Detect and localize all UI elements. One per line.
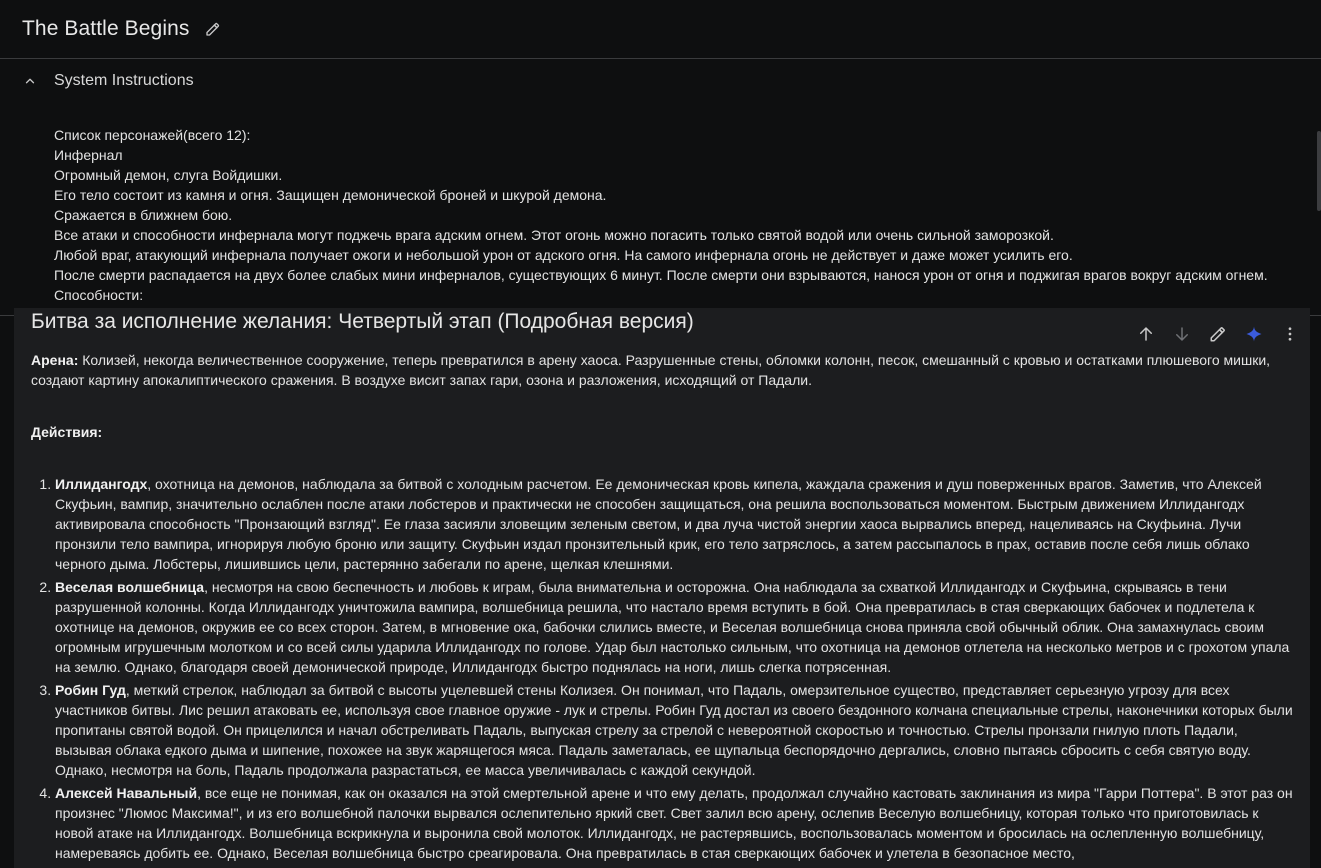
instruction-line: Список персонажей(всего 12): [54,127,251,143]
rerun-button[interactable] [1242,322,1266,346]
instruction-line: Инфернал [54,147,123,163]
arrow-down-icon [1173,325,1191,343]
instruction-line: Любой враг, атакующий инфернала получает ожоги и небольшой урон от адского огня. На самого инфернала огонь не действует и даже может усилить его. [54,247,1073,263]
action-text: , охотница на демонов, наблюдала за битвой с холодным расчетом. Ее демоническая кровь кипела, жаждала сражения и душ поверженных врагов. Заметив, что Алексей Скуфьин, вампир, значительно ослаблен после атаки лобстеров и практически не способен защищаться, она решила воспользоваться моментом. Быстрым движением Иллидангодх активировала способность "Пронзающий взгляд". Ее глаза засияли зловещим зеленым светом, и два луча чистой энергии хаоса вырвались вперед, нацеливаясь на Скуфьина. Лучи пронзили тело вампира, игнорируя любую броню или защиту. Скуфьин издал пронзительный крик, его тело затряслось, а затем рассыпалось в прах, оставив после себя лишь облако черного дыма. Лобстеры, лишившись цели, растерянно забегали по арене, щелкая клешнями. [55,476,1262,572]
instruction-line: Его тело состоит из камня и огня. Защищен демонической броней и шкурой демона. [54,187,607,203]
more-vert-icon [1281,325,1299,343]
actions-heading: Действия: [31,424,103,440]
prompt-title: The Battle Begins [22,17,190,40]
response-content [31,350,1296,866]
list-item [55,783,1296,863]
arrow-up-icon [1137,325,1155,343]
character-name: Веселая волшебница [55,579,205,595]
system-instructions-panel [0,59,1321,316]
character-name: Алексей Навальный [55,785,198,801]
scrollbar[interactable] [1317,131,1321,211]
response-heading: Битва за исполнение желания: Четвертый этап (Подробная версия) [31,310,694,333]
instruction-line: Огромный демон, слуга Войдишки. [54,167,283,183]
move-up-button[interactable] [1134,322,1158,346]
actions-list [31,474,1296,863]
top-bar [0,0,1321,59]
move-down-button[interactable] [1170,322,1194,346]
edit-icon [1209,325,1227,343]
system-instructions-toggle[interactable] [0,59,1321,103]
instruction-line: Все атаки и способности инфернала могут поджечь врага адским огнем. Этот огонь можно погасить только святой водой или очень сильной заморозкой. [54,227,1054,243]
edit-title-button[interactable] [203,19,223,39]
chevron-up-icon [22,73,38,89]
action-text: , все еще не понимая, как он оказался на этой смертельной арене и что ему делать, продолжал случайно кастовать заклинания из мира "Гарри Поттера". В этот раз он произнес "Люмос Максима!", и из его волшебной палочки вырвался ослепительно яркий свет. Свет залил всю арену, ослепив Веселую волшебницу, которая только что приготовилась к новой атаке на Иллидангодх. Волшебница вскрикнула и выронила свой молоток. Иллидангодх, не растерявшись, воспользовалась моментом и бросилась на ослепленную волшебницу, намереваясь добить ее. Однако, Веселая волшебница быстро среагировала. Она превратилась в стая сверкающих бабочек и улетела в безопасное место, [55,785,1293,861]
more-options-button[interactable] [1278,322,1302,346]
list-item [55,577,1296,677]
list-item [55,474,1296,574]
system-instructions-text[interactable] [54,125,1304,305]
sparkle-icon [1245,325,1263,343]
system-instructions-label: System Instructions [54,72,194,89]
character-name: Иллидангодх [55,476,148,492]
instruction-line: Сражается в ближнем бою. [54,207,233,223]
instruction-line: После смерти распадается на двух более слабых мини инферналов, существующих 6 минут. После смерти они взрываются, нанося урон от огня и поджигая врагов вокруг адским огнем. [54,267,1268,283]
instruction-line: Способности: [54,287,144,303]
edit-pencil-icon [205,21,221,37]
list-item [55,680,1296,780]
model-response-panel [14,308,1310,868]
action-text: , меткий стрелок, наблюдал за битвой с высоты уцелевшей стены Колизея. Он понимал, что Падаль, омерзительное существо, представляет серьезную угрозу для всех участников битвы. Лис решил атаковать ее, используя свое главное оружие - лук и стрелы. Робин Гуд достал из своего бездонного колчана специальные стрелы, наконечники которых были пропитаны святой водой. Он прицелился и начал обстреливать Падаль, выпуская стрелу за стрелой с невероятной скоростью и точностью. Стрелы пронзали гнилую плоть Падали, вызывая облака едкого дыма и шипение, похожее на звук жарящегося мяса. Падаль заметалась, ее щупальца беспорядочно дергались, словно пытаясь сбросить с себя святую воду. Однако, несмотря на боль, Падаль продолжала разрастаться, ее масса увеличивалась с каждой секундой. [55,682,1293,778]
character-name: Робин Гуд [55,682,126,698]
action-text: , несмотря на свою беспечность и любовь к играм, была внимательна и осторожна. Она наблюдала за схваткой Иллидангодх и Скуфьина, скрываясь в тени разрушенной колонны. Когда Иллидангодх уничтожила вампира, волшебница решила, что настало время вступить в бой. Она превратилась в стая сверкающих бабочек и подлетела к охотнице на демонов, окружив ее со всех сторон. Затем, в мгновение ока, бабочки слились вместе, и Веселая волшебница снова приняла свой обычный облик. Она замахнулась своим огромным игрушечным молотком и со всей силы ударила Иллидангодх по голове. Удар был настолько сильным, что охотница на демонов отлетела на несколько метров и с грохотом упала на землю. Однако, благодаря своей демонической природе, Иллидангодх быстро поднялась на ноги, лишь слегка потрясенная. [55,579,1290,675]
edit-response-button[interactable] [1206,322,1230,346]
response-toolbar [1134,322,1302,346]
arena-text: Колизей, некогда величественное сооружение, теперь превратился в арену хаоса. Разрушенные стены, обломки колонн, песок, смешанный с кровью и остатками плюшевого мишки, создают картину апокалиптического сражения. В воздухе висит запах гари, озона и разложения, исходящий от Падали. [31,352,1271,388]
arena-paragraph [31,350,1296,390]
arena-label: Арена: [31,352,79,368]
